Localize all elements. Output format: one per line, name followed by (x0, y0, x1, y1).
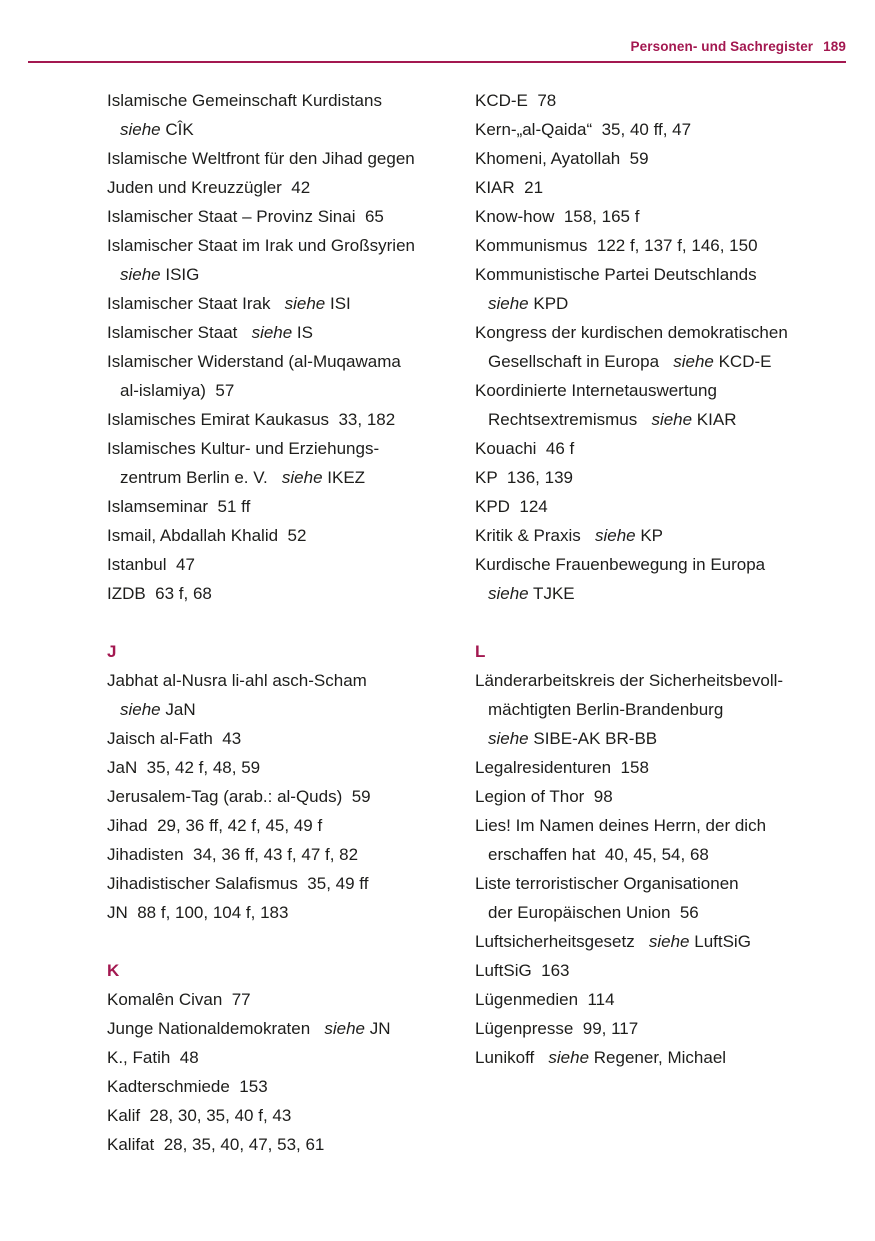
entry-text: Legion of Thor 98 (475, 787, 613, 806)
entry-line (107, 260, 475, 289)
entry-line (475, 347, 847, 376)
entry-line (475, 202, 847, 231)
index-entry (107, 231, 475, 289)
index-entry (107, 405, 475, 434)
entry-text: Legalresidenturen 158 (475, 758, 649, 777)
entry-text: KP 136, 139 (475, 468, 573, 487)
entry-line (475, 115, 847, 144)
entry-line (475, 463, 847, 492)
entry-line (475, 782, 847, 811)
entry-line (475, 405, 847, 434)
see-reference: siehe (651, 410, 693, 429)
see-reference: siehe (120, 120, 161, 139)
entry-line (475, 956, 847, 985)
index-entry (107, 666, 475, 724)
entry-line (107, 869, 475, 898)
entry-text: Islamisches Emirat Kaukasus 33, 182 (107, 410, 396, 429)
entry-line (107, 289, 475, 318)
entry-line (107, 463, 475, 492)
entry-line (107, 115, 475, 144)
index-entry (475, 753, 847, 782)
entry-text: TJKE (528, 584, 575, 603)
entry-text: Istanbul 47 (107, 555, 195, 574)
entry-text: Junge Nationaldemokraten (107, 1019, 325, 1038)
index-entry (107, 144, 475, 202)
index-entry (475, 463, 847, 492)
entry-text: Jihadisten 34, 36 ff, 43 f, 47 f, 82 (107, 845, 359, 864)
entry-text: Islamischer Staat – Provinz Sinai 65 (107, 207, 384, 226)
index-entry (107, 811, 475, 840)
entry-text: K., Fatih 48 (107, 1048, 199, 1067)
entry-text: SIBE-AK BR-BB (528, 729, 658, 748)
entry-line (107, 579, 475, 608)
index-entry (475, 86, 847, 115)
entry-text: Länderarbeitskreis der Sicherheitsbevoll- (475, 671, 784, 690)
index-entry (475, 666, 847, 753)
entry-line (107, 173, 475, 202)
entry-text: Koordinierte Internetauswertung (475, 381, 717, 400)
index-entry (475, 144, 847, 173)
entry-line (107, 811, 475, 840)
see-reference: siehe (284, 294, 326, 313)
see-reference: siehe (120, 700, 161, 719)
entry-text: Kadterschmiede 153 (107, 1077, 268, 1096)
entry-text: Jihad 29, 36 ff, 42 f, 45, 49 f (107, 816, 323, 835)
entry-line (475, 492, 847, 521)
entry-line (107, 695, 475, 724)
index-entry (107, 86, 475, 144)
index-entry (107, 1072, 475, 1101)
entry-line (475, 260, 847, 289)
entry-line (107, 898, 475, 927)
index-entry (475, 550, 847, 608)
entry-text: Islamische Gemeinschaft Kurdistans (107, 91, 382, 110)
entry-text: Kongress der kurdischen demokratischen (475, 323, 788, 342)
entry-text: KIAR (692, 410, 737, 429)
entry-text: IKEZ (322, 468, 366, 487)
entry-text: ISI (325, 294, 351, 313)
entry-text: Gesellschaft in Europa (488, 352, 674, 371)
entry-text: Kalifat 28, 35, 40, 47, 53, 61 (107, 1135, 325, 1154)
see-reference: siehe (488, 584, 529, 603)
index-entry (107, 579, 475, 608)
entry-text: Khomeni, Ayatollah 59 (475, 149, 649, 168)
entry-line (475, 840, 847, 869)
entry-text: Lunikoff (475, 1048, 549, 1067)
entry-text: Rechtsextremismus (488, 410, 652, 429)
index-entry (475, 811, 847, 869)
index-entry (475, 318, 847, 376)
index-entry (107, 202, 475, 231)
entry-line (107, 724, 475, 753)
index-entry (475, 202, 847, 231)
entry-line (475, 550, 847, 579)
entry-line (475, 898, 847, 927)
see-reference: siehe (251, 323, 293, 342)
index-entry (475, 869, 847, 927)
see-reference: siehe (594, 526, 636, 545)
entry-line (107, 840, 475, 869)
entry-line (107, 1014, 475, 1043)
entry-text: IS (292, 323, 313, 342)
entry-line (107, 492, 475, 521)
entry-line (107, 347, 475, 376)
entry-text: Regener, Michael (589, 1048, 727, 1067)
entry-line (107, 318, 475, 347)
see-reference: siehe (488, 294, 529, 313)
entry-text: KIAR 21 (475, 178, 544, 197)
entry-line (475, 1043, 847, 1072)
entry-text: Luftsicherheitsgesetz (475, 932, 649, 951)
entry-line (475, 811, 847, 840)
index-entry (107, 1130, 475, 1159)
entry-line (107, 550, 475, 579)
index-entry (475, 521, 847, 550)
entry-line (475, 666, 847, 695)
entry-text: Know-how 158, 165 f (475, 207, 640, 226)
entry-text: Kern-„al-Qaida“ 35, 40 ff, 47 (475, 120, 692, 139)
index-entry (107, 985, 475, 1014)
page-header (28, 39, 846, 54)
entry-line (107, 434, 475, 463)
entry-text: KCD-E 78 (475, 91, 557, 110)
entry-line (107, 1043, 475, 1072)
entry-text: ISIG (160, 265, 200, 284)
entry-line (475, 376, 847, 405)
index-column (107, 86, 475, 1159)
entry-text: JaN (160, 700, 196, 719)
entry-text: KP (635, 526, 664, 545)
register-title: Personen- und Sachregister (630, 39, 814, 54)
entry-line (107, 202, 475, 231)
entry-line (107, 985, 475, 1014)
entry-text: LuftSiG (689, 932, 751, 951)
index-entry (107, 898, 475, 927)
index-entry (107, 318, 475, 347)
entry-text: Lügenmedien 114 (475, 990, 615, 1009)
entry-line (475, 231, 847, 260)
entry-text: erschaffen hat 40, 45, 54, 68 (488, 845, 709, 864)
index-columns (107, 86, 847, 1159)
index-entry (107, 782, 475, 811)
entry-text: Islamische Weltfront für den Jihad gegen (107, 149, 415, 168)
entry-text: IZDB 63 f, 68 (107, 584, 212, 603)
entry-line (475, 289, 847, 318)
entry-line (107, 231, 475, 260)
index-entry (475, 434, 847, 463)
index-entry (475, 231, 847, 260)
index-entry (107, 1101, 475, 1130)
entry-text: CÎK (160, 120, 194, 139)
entry-text: Islamischer Widerstand (al-Muqawama (107, 352, 401, 371)
index-entry (107, 869, 475, 898)
section-letter: L (475, 642, 486, 661)
entry-line (107, 144, 475, 173)
index-entry (107, 550, 475, 579)
entry-text: JaN 35, 42 f, 48, 59 (107, 758, 261, 777)
entry-text: KPD 124 (475, 497, 548, 516)
page-number: 189 (823, 39, 846, 54)
index-entry (475, 985, 847, 1014)
entry-line (475, 985, 847, 1014)
entry-line (475, 695, 847, 724)
entry-text: zentrum Berlin e. V. (120, 468, 282, 487)
entry-text: Kommunismus 122 f, 137 f, 146, 150 (475, 236, 758, 255)
entry-text: Islamischer Staat im Irak und Großsyrien (107, 236, 415, 255)
entry-text: JN 88 f, 100, 104 f, 183 (107, 903, 289, 922)
index-entry (107, 724, 475, 753)
entry-text: KPD (528, 294, 569, 313)
entry-line (107, 1072, 475, 1101)
entry-line (475, 434, 847, 463)
index-entry (107, 1014, 475, 1043)
entry-line (475, 318, 847, 347)
index-entry (475, 956, 847, 985)
entry-text: Kommunistische Partei Deutschlands (475, 265, 757, 284)
entry-line (475, 753, 847, 782)
index-entry (475, 260, 847, 318)
entry-text: Islamischer Staat Irak (107, 294, 285, 313)
entry-text: mächtigten Berlin-Brandenburg (488, 700, 724, 719)
entry-line (107, 1101, 475, 1130)
entry-line (107, 1130, 475, 1159)
index-entry (107, 840, 475, 869)
index-entry (475, 1014, 847, 1043)
see-reference: siehe (488, 729, 529, 748)
entry-text: Kurdische Frauenbewegung in Europa (475, 555, 766, 574)
entry-line (107, 86, 475, 115)
entry-text: Islamisches Kultur- und Erziehungs- (107, 439, 380, 458)
entry-line (475, 869, 847, 898)
entry-text: LuftSiG 163 (475, 961, 570, 980)
entry-text: Juden und Kreuzzügler 42 (107, 178, 311, 197)
see-reference: siehe (281, 468, 323, 487)
section-letter: J (107, 642, 117, 661)
entry-text: Lügenpresse 99, 117 (475, 1019, 639, 1038)
entry-line (107, 666, 475, 695)
index-entry (475, 1043, 847, 1072)
index-entry (107, 347, 475, 405)
entry-line (107, 405, 475, 434)
entry-text: Islamseminar 51 ff (107, 497, 251, 516)
entry-text: Liste terroristischer Organisationen (475, 874, 739, 893)
see-reference: siehe (648, 932, 690, 951)
entry-text: Komalên Civan 77 (107, 990, 251, 1009)
entry-text: Kouachi 46 f (475, 439, 575, 458)
index-entry (475, 492, 847, 521)
see-reference: siehe (120, 265, 161, 284)
entry-line (107, 376, 475, 405)
entry-line (107, 782, 475, 811)
header-rule (28, 61, 846, 63)
index-entry (475, 173, 847, 202)
index-entry (475, 927, 847, 956)
entry-text: Kalif 28, 30, 35, 40 f, 43 (107, 1106, 292, 1125)
entry-line (107, 753, 475, 782)
entry-text: der Europäischen Union 56 (488, 903, 699, 922)
entry-line (107, 521, 475, 550)
entry-text: al-islamiya) 57 (120, 381, 235, 400)
index-entry (107, 753, 475, 782)
section-letter: K (107, 961, 120, 980)
index-entry (107, 492, 475, 521)
entry-line (475, 1014, 847, 1043)
entry-text: Ismail, Abdallah Khalid 52 (107, 526, 307, 545)
entry-text: Jabhat al-Nusra li-ahl asch-Scham (107, 671, 367, 690)
see-reference: siehe (324, 1019, 365, 1038)
index-column (475, 86, 847, 1159)
index-entry (107, 434, 475, 492)
index-entry (107, 1043, 475, 1072)
entry-line (475, 521, 847, 550)
index-entry (107, 289, 475, 318)
index-entry (475, 115, 847, 144)
entry-text: Lies! Im Namen deines Herrn, der dich (475, 816, 767, 835)
index-entry (475, 376, 847, 434)
entry-text: Jaisch al-Fath 43 (107, 729, 242, 748)
entry-line (475, 927, 847, 956)
entry-text: Kritik & Praxis (475, 526, 595, 545)
see-reference: siehe (548, 1048, 590, 1067)
entry-line (475, 724, 847, 753)
entry-text: Jihadistischer Salafismus 35, 49 ff (107, 874, 369, 893)
entry-line (475, 173, 847, 202)
entry-text: JN (365, 1019, 391, 1038)
entry-line (475, 144, 847, 173)
entry-line (475, 579, 847, 608)
entry-line (475, 86, 847, 115)
entry-text: Jerusalem-Tag (arab.: al-Quds) 59 (107, 787, 371, 806)
entry-text: Islamischer Staat (107, 323, 252, 342)
see-reference: siehe (673, 352, 714, 371)
index-entry (107, 521, 475, 550)
entry-text: KCD-E (713, 352, 772, 371)
index-entry (475, 782, 847, 811)
